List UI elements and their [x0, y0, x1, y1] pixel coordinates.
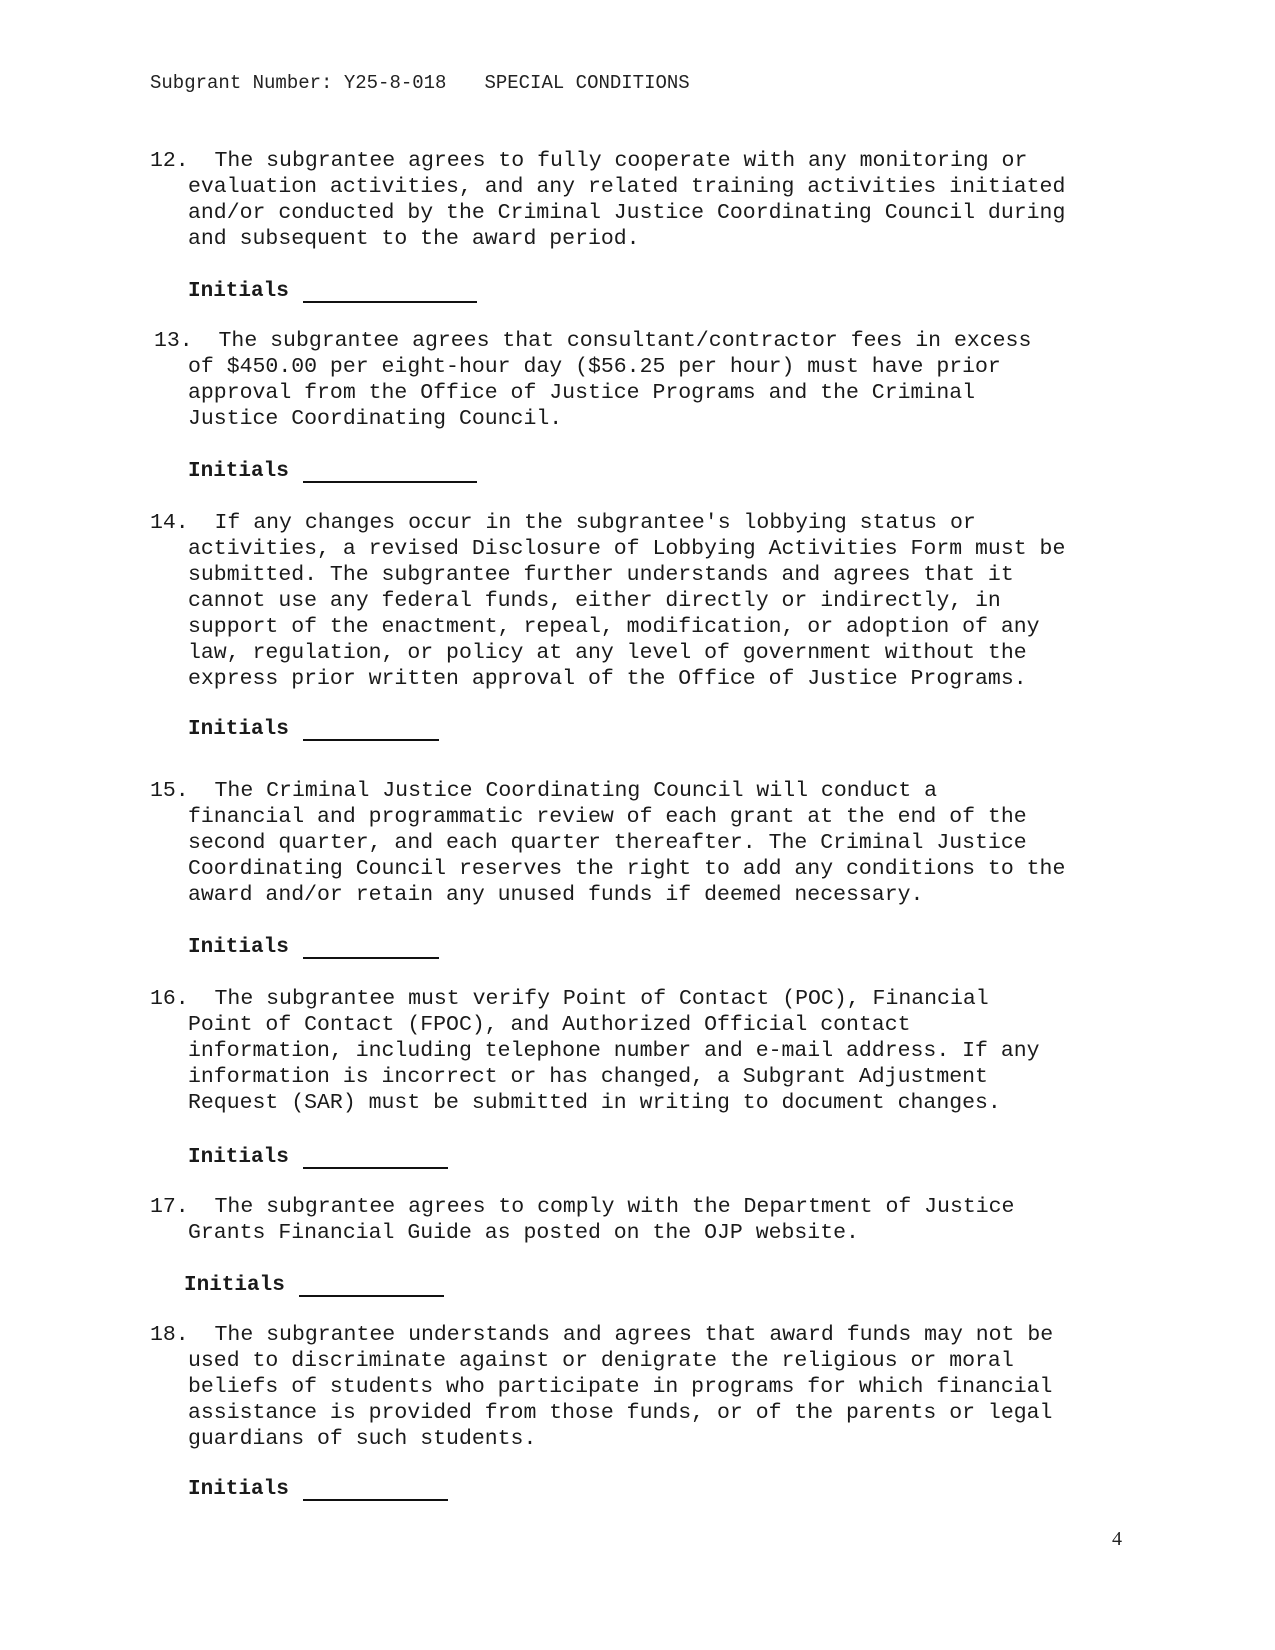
condition-line: beliefs of students who participate in programs for which financial — [188, 1375, 1053, 1399]
condition-line: activities, a revised Disclosure of Lobbying Activities Form must be — [188, 537, 1066, 561]
initials-blank[interactable] — [303, 1481, 448, 1501]
condition-line: 17. The subgrantee agrees to comply with the Department of Justice — [150, 1195, 1015, 1219]
condition-number: 18. — [150, 1323, 189, 1347]
initials-label: Initials — [188, 718, 289, 741]
condition-line: award and/or retain any unused funds if deemed necessary. — [188, 883, 924, 907]
condition-12 — [150, 148, 1130, 252]
initials-field-13 — [188, 460, 477, 483]
condition-13 — [150, 328, 1130, 432]
initials-label: Initials — [184, 1274, 285, 1297]
condition-line: and/or conducted by the Criminal Justice Coordinating Council during — [188, 201, 1066, 225]
page-number: 4 — [1112, 1528, 1122, 1550]
condition-line: Coordinating Council reserves the right to add any conditions to the — [188, 857, 1066, 881]
condition-line: 18. The subgrantee understands and agrees that award funds may not be — [150, 1323, 1054, 1347]
condition-number: 17. — [150, 1195, 189, 1219]
page-header — [150, 72, 690, 94]
condition-line: Request (SAR) must be submitted in writing to document changes. — [188, 1091, 1001, 1115]
initials-blank[interactable] — [303, 939, 439, 959]
condition-line: financial and programmatic review of each grant at the end of the — [188, 805, 1027, 829]
condition-16 — [150, 986, 1130, 1116]
condition-number: 13. — [154, 329, 193, 353]
initials-field-14 — [188, 718, 439, 741]
condition-line: Grants Financial Guide as posted on the OJP website. — [188, 1221, 859, 1245]
condition-line: express prior written approval of the Office of Justice Programs. — [188, 667, 1027, 691]
initials-blank[interactable] — [303, 283, 477, 303]
header-title: SPECIAL CONDITIONS — [484, 72, 690, 94]
condition-line: second quarter, and each quarter thereafter. The Criminal Justice — [188, 831, 1027, 855]
initials-field-17 — [184, 1274, 444, 1297]
initials-field-12 — [188, 280, 477, 303]
condition-line: information, including telephone number and e-mail address. If any — [188, 1039, 1040, 1063]
condition-line: 16. The subgrantee must verify Point of Contact (POC), Financial — [150, 987, 989, 1011]
condition-number: 15. — [150, 779, 189, 803]
condition-line: 15. The Criminal Justice Coordinating Council will conduct a — [150, 779, 938, 803]
condition-line: submitted. The subgrantee further understands and agrees that it — [188, 563, 1014, 587]
condition-number: 14. — [150, 511, 189, 535]
initials-label: Initials — [188, 280, 289, 303]
condition-number: 12. — [150, 149, 189, 173]
condition-line: approval from the Office of Justice Programs and the Criminal — [188, 381, 976, 405]
initials-field-16 — [188, 1146, 448, 1169]
condition-line: law, regulation, or policy at any level of government without the — [188, 641, 1027, 665]
initials-label: Initials — [188, 936, 289, 959]
initials-label: Initials — [188, 1146, 289, 1169]
condition-18 — [150, 1322, 1130, 1452]
condition-line: 12. The subgrantee agrees to fully cooperate with any monitoring or — [150, 149, 1028, 173]
initials-blank[interactable] — [299, 1277, 444, 1297]
initials-field-15 — [188, 936, 439, 959]
initials-blank[interactable] — [303, 721, 439, 741]
initials-label: Initials — [188, 460, 289, 483]
condition-line: 14. If any changes occur in the subgrantee's lobbying status or — [150, 511, 976, 535]
condition-17 — [150, 1194, 1130, 1246]
condition-line: Justice Coordinating Council. — [188, 407, 563, 431]
initials-blank[interactable] — [303, 1149, 448, 1169]
condition-line: Point of Contact (FPOC), and Authorized Official contact — [188, 1013, 911, 1037]
condition-line: used to discriminate against or denigrate the religious or moral — [188, 1349, 1014, 1373]
condition-line: guardians of such students. — [188, 1427, 537, 1451]
condition-line: information is incorrect or has changed, a Subgrant Adjustment — [188, 1065, 988, 1089]
condition-line: assistance is provided from those funds, or of the parents or legal — [188, 1401, 1053, 1425]
condition-line: 13. The subgrantee agrees that consultant/contractor fees in excess — [154, 329, 1032, 353]
condition-line: and subsequent to the award period. — [188, 227, 640, 251]
condition-15 — [150, 778, 1130, 908]
condition-line: evaluation activities, and any related training activities initiated — [188, 175, 1066, 199]
subgrant-number: Subgrant Number: Y25-8-018 — [150, 72, 447, 94]
condition-number: 16. — [150, 987, 189, 1011]
initials-field-18 — [188, 1478, 448, 1501]
condition-line: cannot use any federal funds, either directly or indirectly, in — [188, 589, 1001, 613]
initials-label: Initials — [188, 1478, 289, 1501]
condition-line: of $450.00 per eight-hour day ($56.25 per hour) must have prior — [188, 355, 1001, 379]
initials-blank[interactable] — [303, 463, 477, 483]
condition-14 — [150, 510, 1130, 692]
condition-line: support of the enactment, repeal, modification, or adoption of any — [188, 615, 1040, 639]
